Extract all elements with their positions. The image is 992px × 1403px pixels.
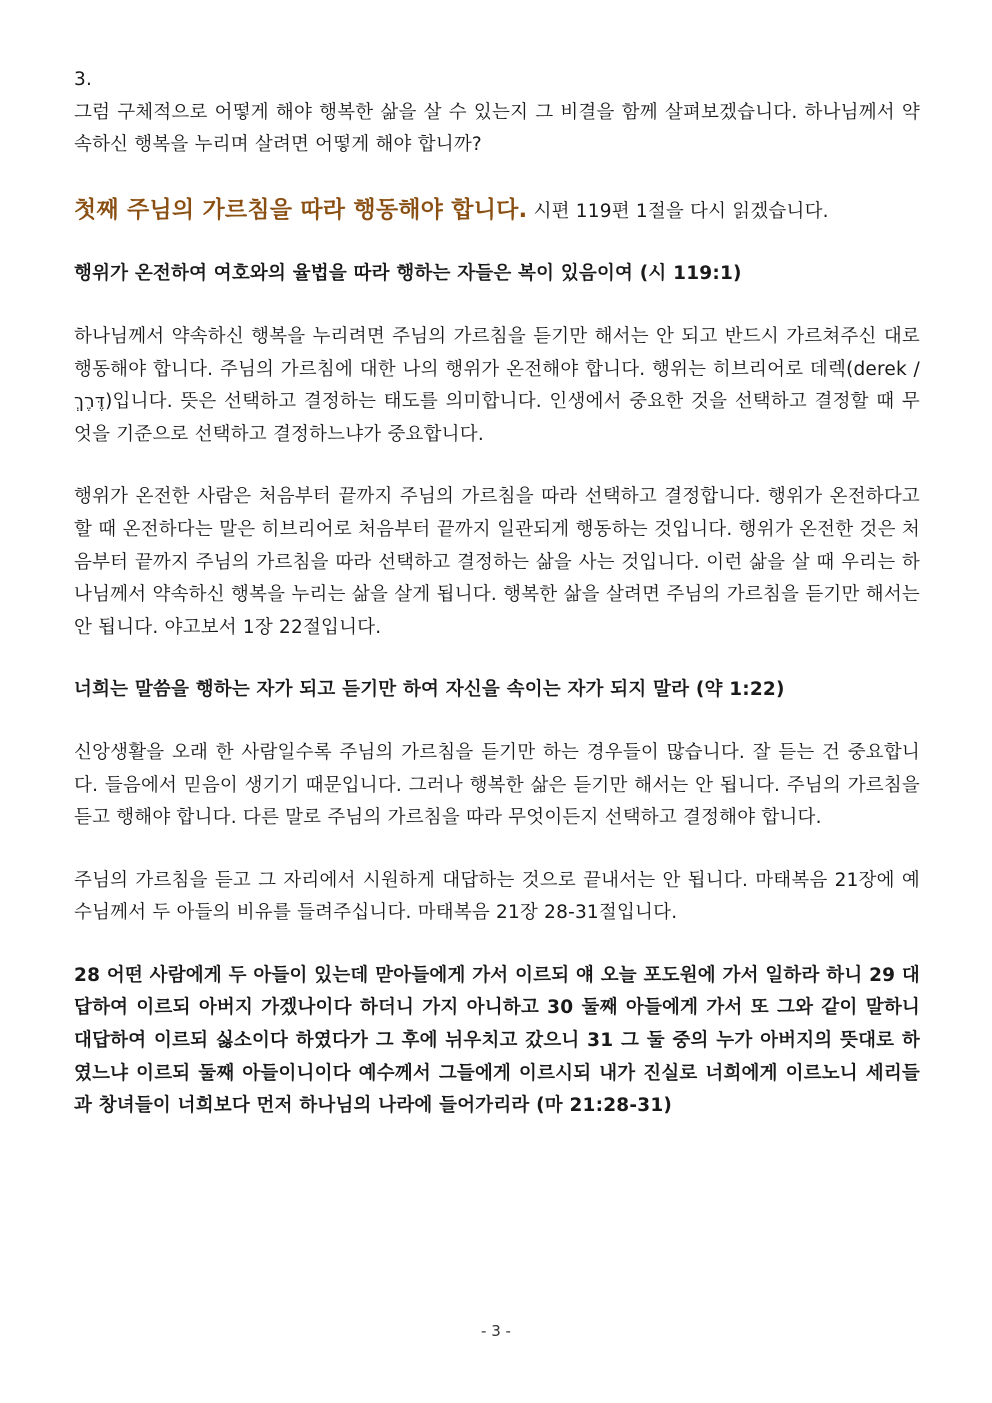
point1-paragraph (74, 194, 920, 229)
verse-psalm-119-1: 행위가 온전하여 여호와의 율법을 따라 행하는 자들은 복이 있음이여 (시 119:1) (74, 263, 742, 285)
body-paragraph-4: 주님의 가르침을 듣고 그 자리에서 시원하게 대답하는 것으로 끝내서는 안 됩니다. 마태복음 21장에 예수님께서 두 아들의 비유를 들려주십니다. 마태복음 21장 28-31절입니다. (74, 869, 920, 924)
verse-matthew-21-28-31: 28 어떤 사람에게 두 아들이 있는데 맏아들에게 가서 이르되 얘 오늘 포도원에 가서 일하라 하니 29 대답하여 이르되 아버지 가겠나이다 하더니 가지 아니하고 30 둘째 아들에게 가서 또 그와 같이 말하니 대답하여 이르되 싫소이다 하였다가 그 후에 뉘우치고 갔으니 31 그 둘 중의 누가 아버지의 뜻대로 하였느냐 이르되 둘째 아들이니이다 예수께서 그들에게 이르시되 내가 진실로 너희에게 이르노니 세리들과 창녀들이 너희보다 먼저 하나님의 나라에 들어가리라 (마 21:28-31) (74, 964, 920, 1117)
intro-paragraph: 그럼 구체적으로 어떻게 해야 행복한 삶을 살 수 있는지 그 비결을 함께 살펴보겠습니다. 하나님께서 약속하신 행복을 누리며 살려면 어떻게 해야 합니까? (74, 101, 920, 156)
body-paragraph-3: 신앙생활을 오래 한 사람일수록 주님의 가르침을 듣기만 하는 경우들이 많습니다. 잘 듣는 건 중요합니다. 들음에서 믿음이 생기기 때문입니다. 그러나 행복한 삶은 듣기만 해서는 안 됩니다. 주님의 가르침을 듣고 행해야 합니다. 다른 말로 주님의 가르침을 따라 무엇이든지 선택하고 결정해야 합니다. (74, 741, 920, 829)
body-paragraph-1: 하나님께서 약속하신 행복을 누리려면 주님의 가르침을 듣기만 해서는 안 되고 반드시 가르쳐주신 대로 행동해야 합니다. 주님의 가르침에 대한 나의 행위가 온전해야 합니다. 행위는 히브리어로 데렉(derek / דֶּרֶךְ)입니다. 뜻은 선택하고 결정하는 태도를 의미합니다. 인생에서 중요한 것을 선택하고 결정할 때 무엇을 기준으로 선택하고 결정하느냐가 중요합니다. (74, 325, 920, 445)
point1-after: 시편 119편 1절을 다시 읽겠습니다. (527, 200, 829, 222)
document-page (74, 64, 920, 1123)
page-number: - 3 - (481, 1322, 511, 1340)
section-number: 3. (74, 69, 93, 90)
verse-james-1-22: 너희는 말씀을 행하는 자가 되고 듣기만 하여 자신을 속이는 자가 되지 말라 (약 1:22) (74, 679, 785, 701)
body-paragraph-2: 행위가 온전한 사람은 처음부터 끝까지 주님의 가르침을 따라 선택하고 결정합니다. 행위가 온전하다고 할 때 온전하다는 말은 히브리어로 처음부터 끝까지 일관되게 행동하는 것입니다. 행위가 온전한 것은 처음부터 끝까지 주님의 가르침을 따라 선택하고 결정하는 삶을 사는 것입니다. 이런 삶을 살 때 우리는 하나님께서 약속하신 행복을 누리는 삶을 살게 됩니다. 행복한 삶을 살려면 주님의 가르침을 듣기만 해서는 안 됩니다. 야고보서 1장 22절입니다. (74, 486, 920, 638)
point1-heading: 첫째 주님의 가르침을 따라 행동해야 합니다. (74, 196, 528, 223)
